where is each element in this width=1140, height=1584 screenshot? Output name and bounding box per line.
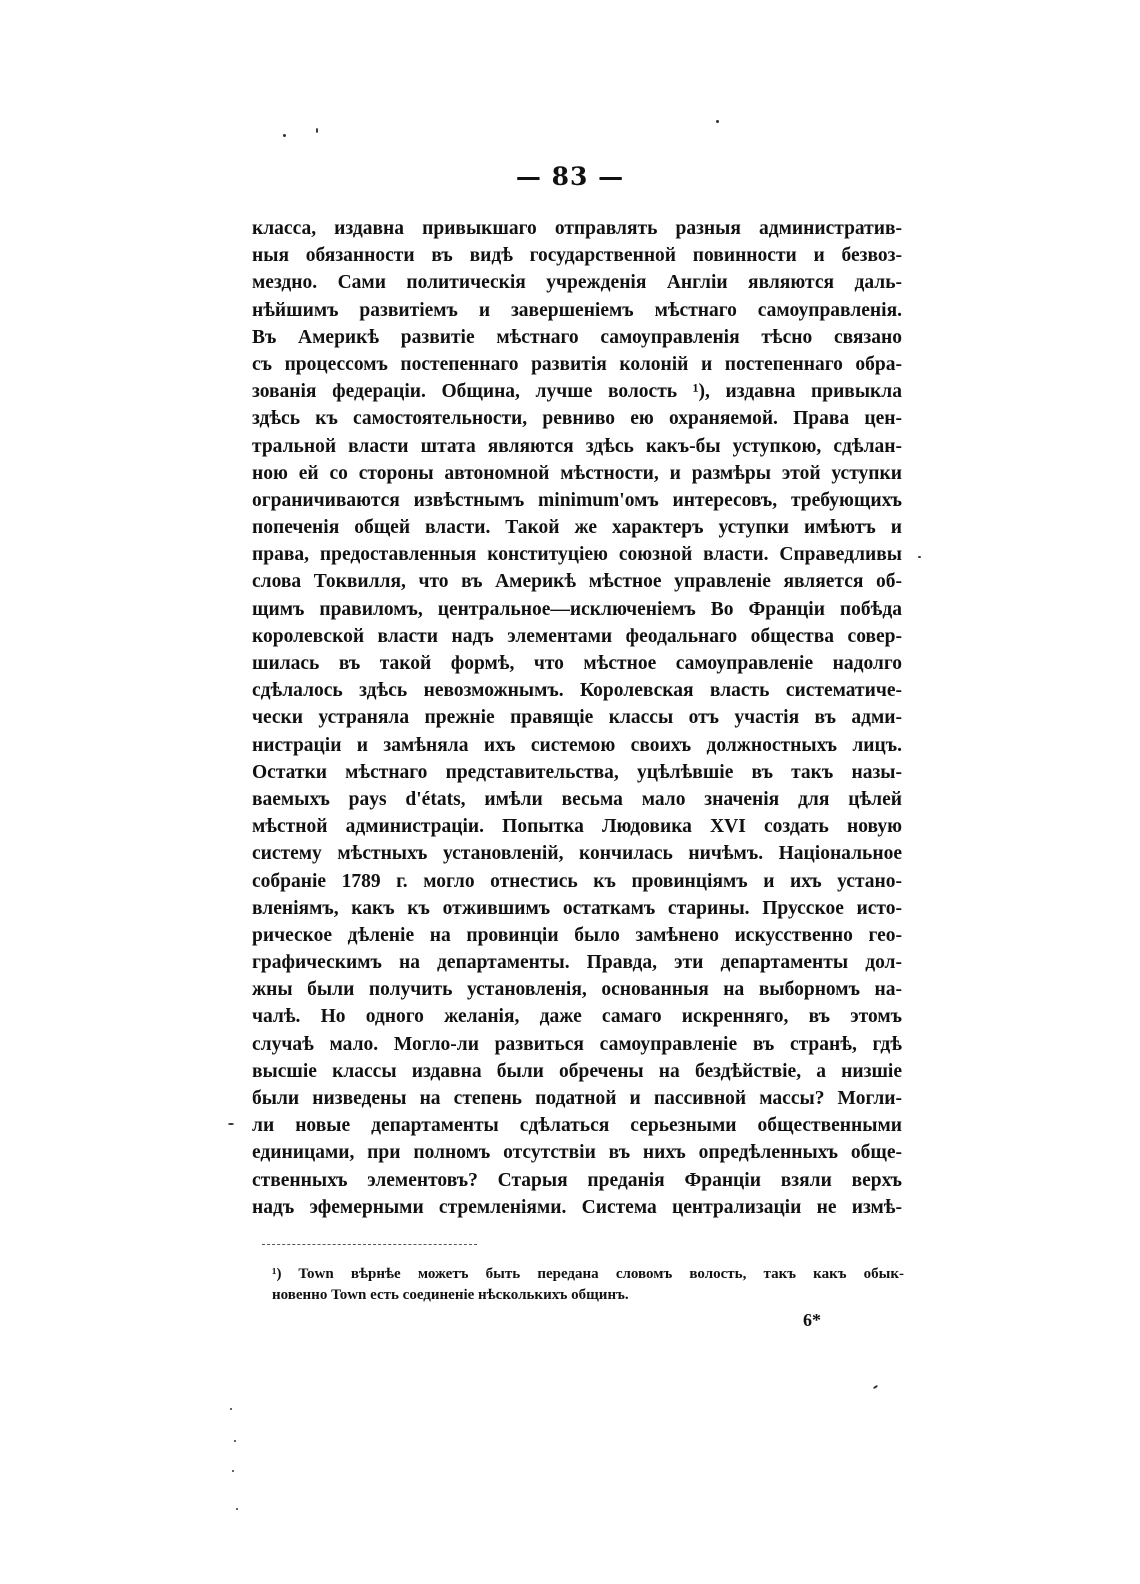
- scan-speck: [716, 120, 719, 123]
- text-line: Въ Америкѣ развитіе мѣстнаго самоуправленія тѣсно связано: [252, 326, 902, 348]
- scan-speck: [234, 1440, 236, 1442]
- text-line: щимъ правиломъ, центральное—исключеніемъ Во Франціи побѣда: [252, 598, 902, 620]
- text-line: рическое дѣленіе на провинціи было замѣнено искусственно гео-: [252, 924, 902, 946]
- scan-speck: [232, 1470, 234, 1472]
- text-line: мѣстной администраціи. Попытка Людовика XVI создать новую: [252, 816, 902, 838]
- text-line: королевской власти надъ элементами феодальнаго общества совер-: [252, 625, 902, 647]
- text-line: зованія федераціи. Община, лучше волость ¹), издавна привыкла: [252, 381, 902, 403]
- text-line: нѣйшимъ развитіемъ и завершеніемъ мѣстнаго самоуправленія.: [252, 299, 902, 321]
- text-line: здѣсь къ самостоятельности, ревниво ею охраняемой. Права цен-: [252, 408, 902, 430]
- text-line: ограничиваются извѣстнымъ minimum'омъ интересовъ, требующихъ: [252, 489, 902, 511]
- text-line: тральной власти штата являются здѣсь какъ-бы уступкою, сдѣлан-: [252, 435, 902, 457]
- text-line: мездно. Сами политическія учрежденія Англіи являются даль-: [252, 272, 902, 294]
- scan-speck: [873, 1385, 878, 1390]
- text-line: права, предоставленныя конституціею союзной власти. Справедливы: [252, 544, 902, 566]
- text-line: графическимъ на департаменты. Правда, эти департаменты дол-: [252, 952, 902, 974]
- text-line: шилась въ такой формѣ, что мѣстное самоуправленіе надолго: [252, 653, 902, 674]
- body-text: [252, 215, 902, 1221]
- footnote-line: новенно Town есть соединеніе нѣсколькихъ общинъ.: [272, 1287, 629, 1303]
- text-line: были низведены на степень податной и пассивной массы? Могли-: [252, 1088, 902, 1109]
- text-line: ственныхъ элементовъ? Старыя преданія Франціи взяли верхъ: [252, 1169, 902, 1191]
- scan-speck: [918, 556, 921, 558]
- text-line: нистраціи и замѣняла ихъ системою своихъ должностныхъ лицъ.: [252, 734, 902, 756]
- text-line: систему мѣстныхъ установленій, кончилась ничѣмъ. Національное: [252, 843, 902, 865]
- footnote-line: ¹) Town вѣрнѣе можетъ быть передана словомъ волость, такъ какъ обык-: [272, 1266, 904, 1282]
- text-line: съ процессомъ постепеннаго развитія колоній и постепеннаго обра-: [252, 353, 902, 375]
- text-line: класса, издавна привыкшаго отправлять разныя административ-: [252, 218, 902, 239]
- page-number: — 83 —: [515, 162, 625, 191]
- text-line: попеченія общей власти. Такой же характеръ уступки имѣютъ и: [252, 517, 902, 539]
- footnote: [272, 1264, 904, 1306]
- text-line: ныя обязанности въ видѣ государственной повинности и безвоз-: [252, 245, 902, 267]
- text-line: вленіямъ, какъ къ отжившимъ остаткамъ старины. Прусское исто-: [252, 897, 902, 919]
- text-line: сдѣлалось здѣсь невозможнымъ. Королевская власть систематиче-: [252, 680, 902, 702]
- text-line: единицами, при полномъ отсутствіи въ нихъ опредѣленныхъ обще-: [252, 1142, 902, 1164]
- text-line: собраніе 1789 г. могло отнестись къ провинціямъ и ихъ устано-: [252, 870, 902, 892]
- scan-speck: [316, 128, 318, 133]
- signature-mark: 6*: [803, 1310, 821, 1330]
- scan-speck: [230, 1408, 232, 1410]
- text-line: высшіе классы издавна были обречены на бездѣйствіе, а низшіе: [252, 1060, 902, 1082]
- scan-speck: [283, 134, 286, 137]
- scan-speck: [228, 1123, 234, 1125]
- text-line: ною ей со стороны автономной мѣстности, и размѣры этой уступки: [252, 462, 902, 484]
- text-line: ли новые департаменты сдѣлаться серьезными общественными: [252, 1115, 902, 1137]
- footnote-divider: [262, 1244, 477, 1245]
- text-line: надъ эфемерными стремленіями. Система централизаціи не измѣ-: [252, 1196, 902, 1218]
- scan-speck: [236, 1508, 238, 1510]
- text-line: жны были получить установленія, основанныя на выборномъ на-: [252, 979, 902, 1001]
- text-line: ваемыхъ pays d'états, имѣли весьма мало значенія для цѣлей: [252, 788, 902, 810]
- text-line: слова Токвилля, что въ Америкѣ мѣстное управленіе является об-: [252, 571, 902, 593]
- text-line: Остатки мѣстнаго представительства, уцѣлѣвшіе въ такъ назы-: [252, 761, 902, 783]
- text-line: случаѣ мало. Могло-ли развиться самоуправленіе въ странѣ, гдѣ: [252, 1033, 902, 1055]
- text-line: чески устраняла прежніе правящіе классы отъ участія въ адми-: [252, 707, 902, 729]
- text-line: чалѣ. Но одного желанія, даже самаго искренняго, въ этомъ: [252, 1006, 902, 1028]
